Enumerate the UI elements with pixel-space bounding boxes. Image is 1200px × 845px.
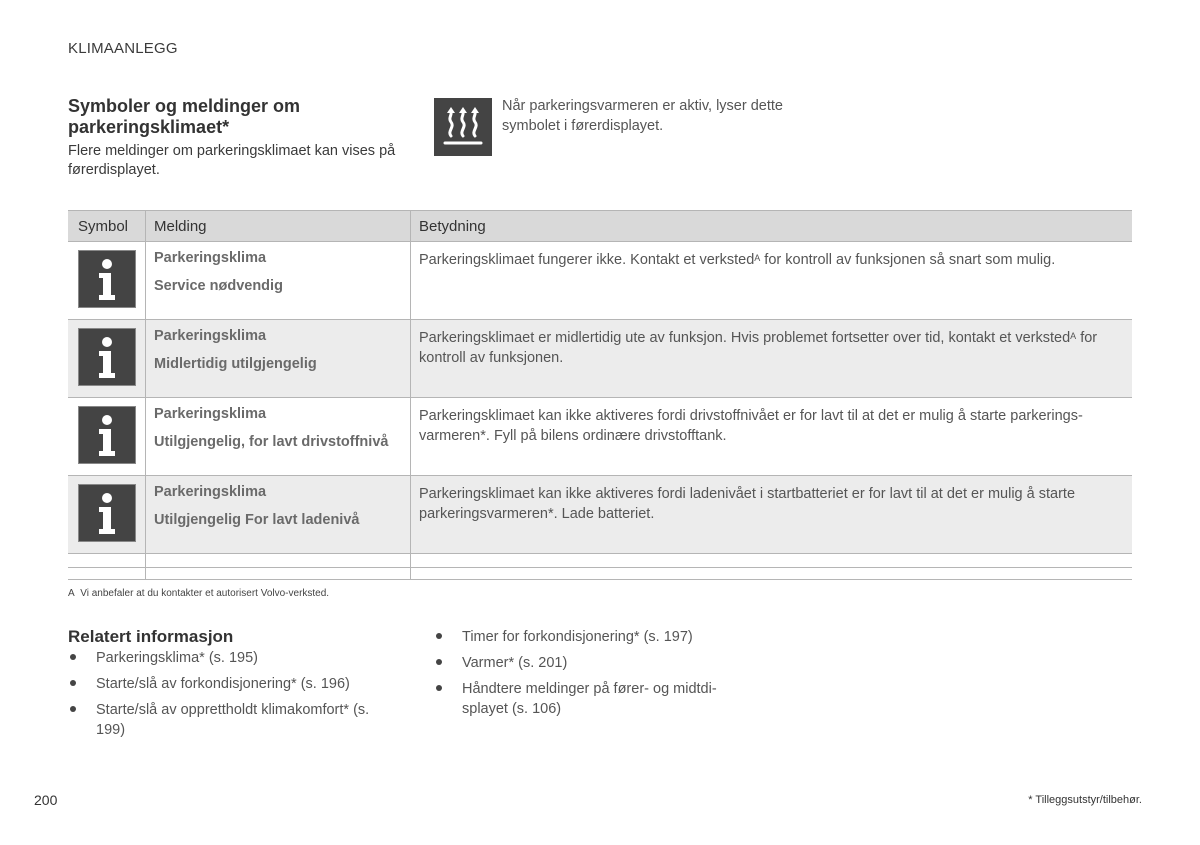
table-divider	[68, 567, 1132, 568]
parking-heater-icon	[434, 98, 492, 156]
related-list-right	[434, 627, 754, 727]
header-meaning: Betydning	[419, 218, 486, 235]
header-message: Melding	[154, 218, 207, 235]
list-item[interactable]: Timer for forkondisjonering* (s. 197)	[434, 627, 693, 647]
messages-table	[68, 210, 1132, 580]
message-line1: Parkeringsklima	[154, 406, 267, 422]
list-item[interactable]: Starte/slå av forkondisjonering* (s. 196)	[68, 674, 350, 694]
meaning-text: Parkeringsklimaet kan ikke aktiveres fordi ladenivået i startbatteriet er for lavt til at det er mulig å starte parkeringsvarmeren*. Lade batteriet.	[419, 486, 1076, 522]
meaning-text: Parkeringsklimaet kan ikke aktiveres fordi drivstoffnivået er for lavt til at det er mulig å starte parkerings-varmeren*. Fyll på bilens ordinære drivstofftank.	[419, 408, 1083, 444]
page-title: Symboler og meldinger om parkeringsklimaet*	[68, 96, 301, 137]
page-number: 200	[34, 792, 58, 808]
column-divider	[145, 210, 146, 580]
table-row	[68, 242, 1132, 320]
related-list-left	[68, 648, 388, 748]
bullet-icon	[70, 654, 76, 660]
related-info-title: Relatert informasjon	[68, 627, 234, 646]
message-line1: Parkeringsklima	[154, 328, 267, 344]
info-icon	[78, 406, 136, 464]
list-item[interactable]: Parkeringsklima* (s. 195)	[68, 648, 258, 668]
table-row	[68, 398, 1132, 476]
heater-symbol-description: Når parkeringsvarmeren er aktiv, lyser dette symbolet i førerdisplayet.	[502, 98, 783, 134]
optional-equipment-note: * Tilleggsutstyr/tilbehør.	[1028, 794, 1142, 806]
message-line2: Utilgjengelig, for lavt drivstoffnivå	[154, 434, 389, 450]
table-divider	[68, 579, 1132, 580]
message-line2: Service nødvendig	[154, 278, 283, 294]
list-item[interactable]: Håndtere meldinger på fører- og midtdi-splayet (s. 106)	[434, 679, 734, 719]
bullet-icon	[436, 659, 442, 665]
message-line2: Midlertidig utilgjengelig	[154, 356, 317, 372]
list-item[interactable]: Starte/slå av opprettholdt klimakomfort* (s. 199)	[68, 700, 376, 740]
header-symbol: Symbol	[78, 218, 129, 235]
meaning-text: Parkeringsklimaet er midlertidig ute av funksjon. Hvis problemet fortsetter over tid, kontakt et verksted$^A$ for kontroll av funksjonen.	[419, 330, 1098, 366]
info-icon	[78, 328, 136, 386]
bullet-icon	[436, 633, 442, 639]
table-header	[68, 210, 1132, 242]
intro-text: Flere meldinger om parkeringsklimaet kan vises på førerdisplayet.	[68, 143, 396, 178]
footnote: A Vi anbefaler at du kontakter et autorisert Volvo-verksted.	[68, 588, 330, 599]
table-row	[68, 320, 1132, 398]
meaning-text: Parkeringsklimaet fungerer ikke. Kontakt et verksted$^A$ for kontroll av funksjonen så snart som mulig.	[419, 252, 1056, 268]
bullet-icon	[70, 680, 76, 686]
message-line2: Utilgjengelig For lavt ladenivå	[154, 512, 360, 528]
table-row	[68, 476, 1132, 554]
message-line1: Parkeringsklima	[154, 250, 267, 266]
message-line1: Parkeringsklima	[154, 484, 267, 500]
info-icon	[78, 484, 136, 542]
column-divider	[410, 210, 411, 580]
bullet-icon	[70, 706, 76, 712]
bullet-icon	[436, 685, 442, 691]
list-item[interactable]: Varmer* (s. 201)	[434, 653, 567, 673]
info-icon	[78, 250, 136, 308]
section-header: KLIMAANLEGG	[68, 40, 178, 57]
